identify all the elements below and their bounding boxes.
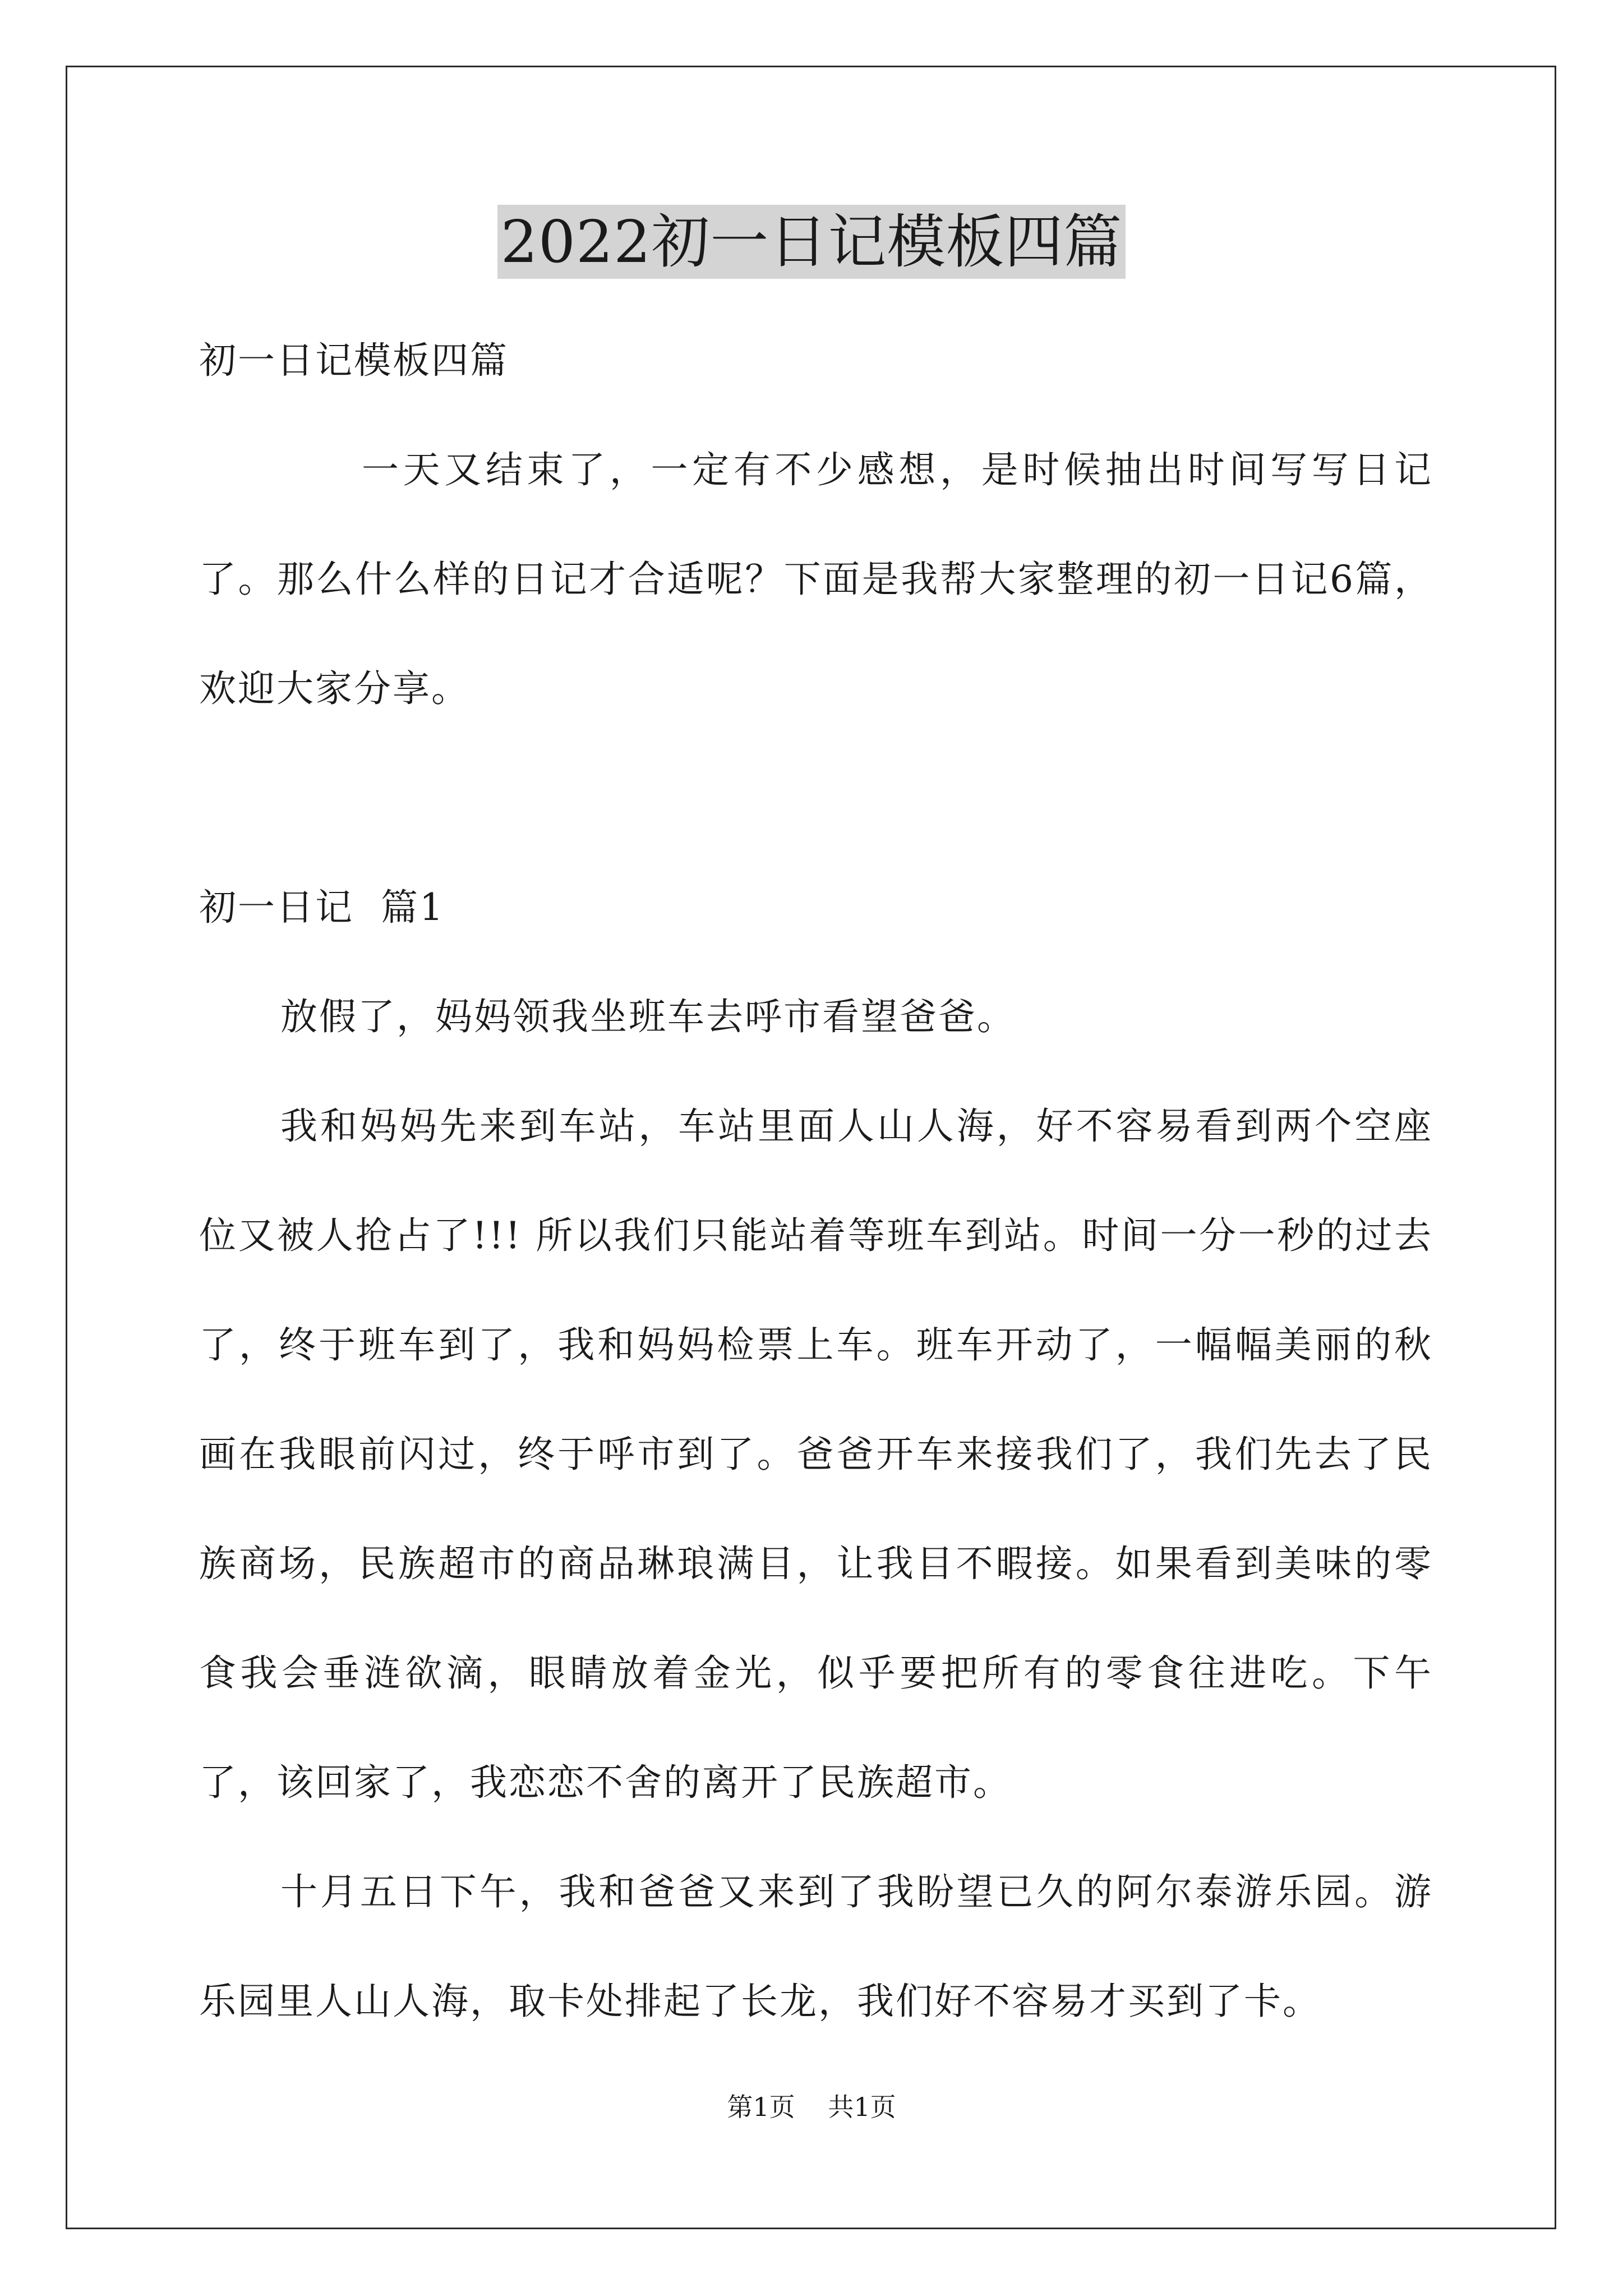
page-count: 共1页	[828, 2092, 896, 2122]
page-footer	[0, 2090, 1623, 2124]
document-title: 2022初一日记模板四篇	[497, 205, 1126, 279]
page-number: 第1页	[727, 2092, 795, 2122]
title-container	[0, 205, 1623, 279]
body-paragraph-2: 我和妈妈先来到车站，车站里面人山人海，好不容易看到两个空座位又被人抢占了!!! 所以我们只能站着等班车到站。时间一分一秒的过去了，终于班车到了，我和妈妈检票上车。班车开动了，一幅幅美丽的秋画在我眼前闪过，终于呼市到了。爸爸开车来接我们了，我们先去了民族商场，民族超市的商品琳琅满目，让我目不暇接。如果看到美味的零食我会垂涟欲滴，眼睛放着金光，似乎要把所有的零食往进吃。下午了，该回家了，我恋恋不舍的离开了民族超市。	[199, 1105, 1433, 1804]
body-paragraph-1: 放假了，妈妈领我坐班车去呼市看望爸爸。	[280, 995, 1016, 1038]
intro-paragraph: 一天又结束了，一定有不少感想，是时候抽出时间写写日记了。那么什么样的日记才合适呢？下面是我帮大家整理的初一日记6篇，欢迎大家分享。	[199, 448, 1433, 710]
section-spacer	[199, 743, 1433, 853]
section-heading: 初一日记 篇1	[199, 886, 445, 929]
document-body	[199, 306, 1433, 2056]
body-paragraph-3: 十月五日下午，我和爸爸又来到了我盼望已久的阿尔泰游乐园。游乐园里人山人海，取卡处排起了长龙，我们好不容易才买到了卡。	[199, 1870, 1433, 2023]
document-subtitle: 初一日记模板四篇	[199, 339, 509, 382]
